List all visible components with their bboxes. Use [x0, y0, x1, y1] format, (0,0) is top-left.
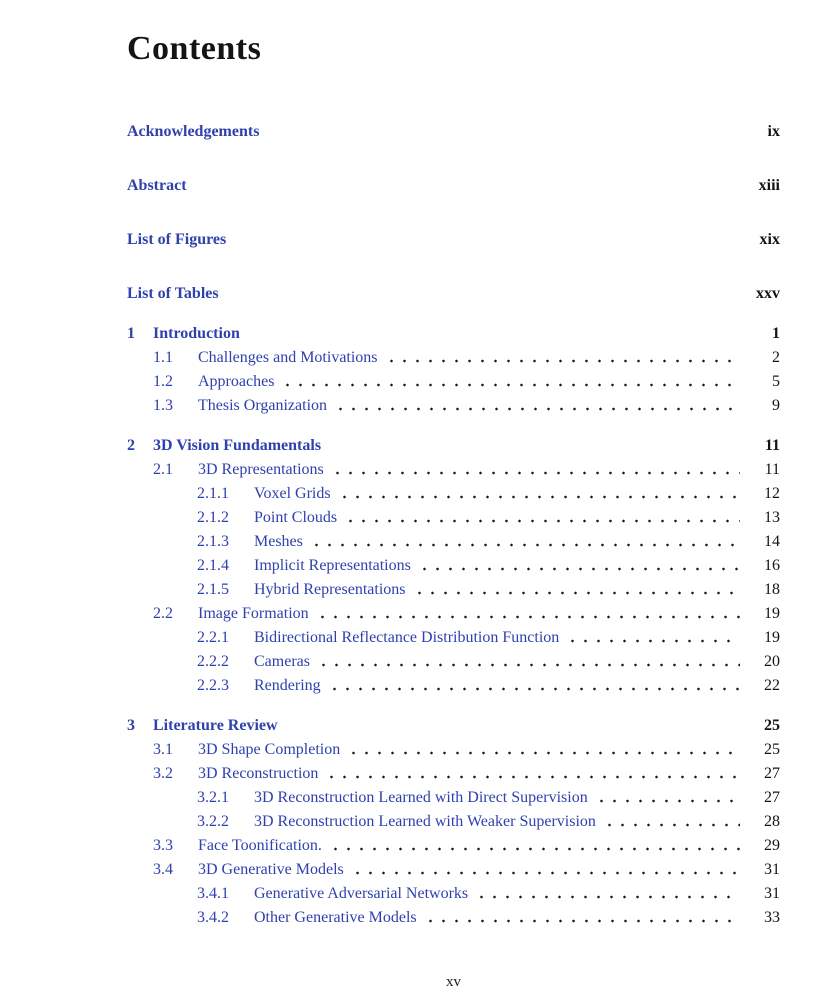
- entry-title: Voxel Grids: [254, 485, 331, 502]
- toc-entry[interactable]: [127, 714, 780, 738]
- toc-entry[interactable]: [127, 650, 780, 674]
- leader-spacer: [219, 282, 746, 306]
- entry-title: Challenges and Motivations: [198, 349, 378, 366]
- entry-number: 3.3: [153, 837, 173, 854]
- entry-number: 3.2.1: [197, 789, 229, 806]
- entry-page: 13: [764, 509, 780, 526]
- toc-entry[interactable]: [127, 578, 780, 602]
- dot-leader: [326, 674, 740, 698]
- entry-page: 1: [772, 325, 780, 342]
- toc-entry[interactable]: [127, 282, 780, 306]
- entry-title: 3D Vision Fundamentals: [153, 437, 322, 454]
- toc-entry[interactable]: [127, 858, 780, 882]
- dot-leader: [314, 602, 740, 626]
- toc-entry[interactable]: [127, 834, 780, 858]
- toc-entry[interactable]: [127, 786, 780, 810]
- toc-entry[interactable]: [127, 394, 780, 418]
- toc-entry[interactable]: [127, 738, 780, 762]
- dot-leader: [279, 370, 740, 394]
- entry-title: Hybrid Representations: [254, 581, 406, 598]
- entry-title: Rendering: [254, 677, 321, 694]
- entry-page: 27: [764, 765, 780, 782]
- dot-leader: [315, 650, 740, 674]
- entry-title: Meshes: [254, 533, 303, 550]
- dot-leader: [383, 346, 740, 370]
- dot-leader: [473, 882, 740, 906]
- dot-leader: [342, 506, 740, 530]
- entry-number: 2.1: [153, 461, 173, 478]
- entry-page: 29: [764, 837, 780, 854]
- entry-title: Approaches: [198, 373, 275, 390]
- entry-number: 2.1.2: [197, 509, 229, 526]
- entry-page: 16: [764, 557, 780, 574]
- leader-spacer: [240, 322, 746, 346]
- entry-page: 11: [764, 437, 780, 454]
- entry-number: 1.2: [153, 373, 173, 390]
- entry-number: 3.2: [153, 765, 173, 782]
- leader-spacer: [321, 434, 746, 458]
- entry-number: 2.1.5: [197, 581, 229, 598]
- toc-entry[interactable]: [127, 346, 780, 370]
- entry-page: 25: [764, 717, 780, 734]
- entry-title: Cameras: [254, 653, 310, 670]
- toc-entry[interactable]: [127, 674, 780, 698]
- entry-number: 1.1: [153, 349, 173, 366]
- entry-page: 9: [772, 397, 780, 414]
- toc-entry[interactable]: [127, 554, 780, 578]
- entry-number: 2: [127, 437, 135, 454]
- toc-entry[interactable]: [127, 810, 780, 834]
- entry-number: 2.2: [153, 605, 173, 622]
- toc-entry[interactable]: [127, 370, 780, 394]
- entry-number: 3.4.2: [197, 909, 229, 926]
- entry-title: 3D Generative Models: [198, 861, 344, 878]
- entry-page: 31: [764, 861, 780, 878]
- dot-leader: [308, 530, 740, 554]
- entry-page: 19: [764, 605, 780, 622]
- toc-entry[interactable]: [127, 322, 780, 346]
- entry-title: Literature Review: [153, 717, 278, 734]
- toc-list: [127, 120, 780, 930]
- entry-title: Abstract: [127, 177, 187, 194]
- toc-entry[interactable]: [127, 434, 780, 458]
- dot-leader: [336, 482, 740, 506]
- entry-title: Acknowledgements: [127, 123, 260, 140]
- entry-title: Image Formation: [198, 605, 309, 622]
- dot-leader: [411, 578, 740, 602]
- dot-leader: [332, 394, 740, 418]
- entry-page: 11: [764, 461, 780, 478]
- toc-entry[interactable]: [127, 120, 780, 144]
- entry-title: 3D Reconstruction: [198, 765, 319, 782]
- dot-leader: [416, 554, 740, 578]
- entry-page: xix: [759, 231, 780, 248]
- dot-leader: [329, 458, 740, 482]
- entry-number: 3.1: [153, 741, 173, 758]
- entry-page: 31: [764, 885, 780, 902]
- entry-number: 1: [127, 325, 135, 342]
- entry-number: 3.4: [153, 861, 173, 878]
- entry-number: 2.2.1: [197, 629, 229, 646]
- dot-leader: [564, 626, 740, 650]
- entry-number: 3: [127, 717, 135, 734]
- toc-entry[interactable]: [127, 458, 780, 482]
- dot-leader: [593, 786, 740, 810]
- entry-page: ix: [767, 123, 780, 140]
- entry-title: 3D Shape Completion: [198, 741, 341, 758]
- entry-title: List of Tables: [127, 285, 219, 302]
- leader-spacer: [259, 120, 746, 144]
- entry-title: Bidirectional Reflectance Distribution Function: [254, 629, 560, 646]
- toc-entry[interactable]: [127, 626, 780, 650]
- toc-entry[interactable]: [127, 506, 780, 530]
- entry-page: 28: [764, 813, 780, 830]
- entry-title: Generative Adversarial Networks: [254, 885, 469, 902]
- entry-title: 3D Reconstruction Learned with Weaker Supervision: [254, 813, 596, 830]
- toc-entry[interactable]: [127, 762, 780, 786]
- entry-page: 20: [764, 653, 780, 670]
- toc-entry[interactable]: [127, 906, 780, 930]
- entry-number: 2.1.4: [197, 557, 229, 574]
- leader-spacer: [278, 714, 746, 738]
- toc-entry[interactable]: [127, 174, 780, 198]
- toc-entry[interactable]: [127, 530, 780, 554]
- entry-page: 5: [772, 373, 780, 390]
- leader-spacer: [226, 228, 746, 252]
- entry-page: 33: [764, 909, 780, 926]
- toc-entry[interactable]: [127, 602, 780, 626]
- entry-title: Face Toonification.: [198, 837, 322, 854]
- entry-page: 12: [764, 485, 780, 502]
- entry-number: 2.1.3: [197, 533, 229, 550]
- entry-page: 25: [764, 741, 780, 758]
- toc-entry[interactable]: [127, 482, 780, 506]
- entry-number: 2.1.1: [197, 485, 229, 502]
- entry-number: 3.2.2: [197, 813, 229, 830]
- entry-title: Introduction: [153, 325, 240, 342]
- page-title: Contents: [127, 30, 262, 67]
- dot-leader: [422, 906, 740, 930]
- dot-leader: [327, 834, 740, 858]
- entry-page: 2: [772, 349, 780, 366]
- entry-page: 14: [764, 533, 780, 550]
- toc-entry[interactable]: [127, 882, 780, 906]
- dot-leader: [345, 738, 740, 762]
- entry-page: 22: [764, 677, 780, 694]
- entry-title: 3D Reconstruction Learned with Direct Supervision: [254, 789, 588, 806]
- entry-page: xxv: [756, 285, 780, 302]
- leader-spacer: [187, 174, 746, 198]
- entry-title: List of Figures: [127, 231, 227, 248]
- entry-number: 1.3: [153, 397, 173, 414]
- entry-page: 18: [764, 581, 780, 598]
- dot-leader: [349, 858, 740, 882]
- entry-number: 2.2.2: [197, 653, 229, 670]
- dot-leader: [601, 810, 740, 834]
- dot-leader: [323, 762, 740, 786]
- entry-title: 3D Representations: [198, 461, 324, 478]
- entry-title: Thesis Organization: [198, 397, 328, 414]
- entry-number: 2.2.3: [197, 677, 229, 694]
- entry-title: Other Generative Models: [254, 909, 417, 926]
- entry-page: 19: [764, 629, 780, 646]
- entry-title: Implicit Representations: [254, 557, 411, 574]
- toc-entry[interactable]: [127, 228, 780, 252]
- footer-page-number: xv: [446, 974, 461, 990]
- entry-number: 3.4.1: [197, 885, 229, 902]
- entry-page: xiii: [758, 177, 780, 194]
- entry-page: 27: [764, 789, 780, 806]
- entry-title: Point Clouds: [254, 509, 338, 526]
